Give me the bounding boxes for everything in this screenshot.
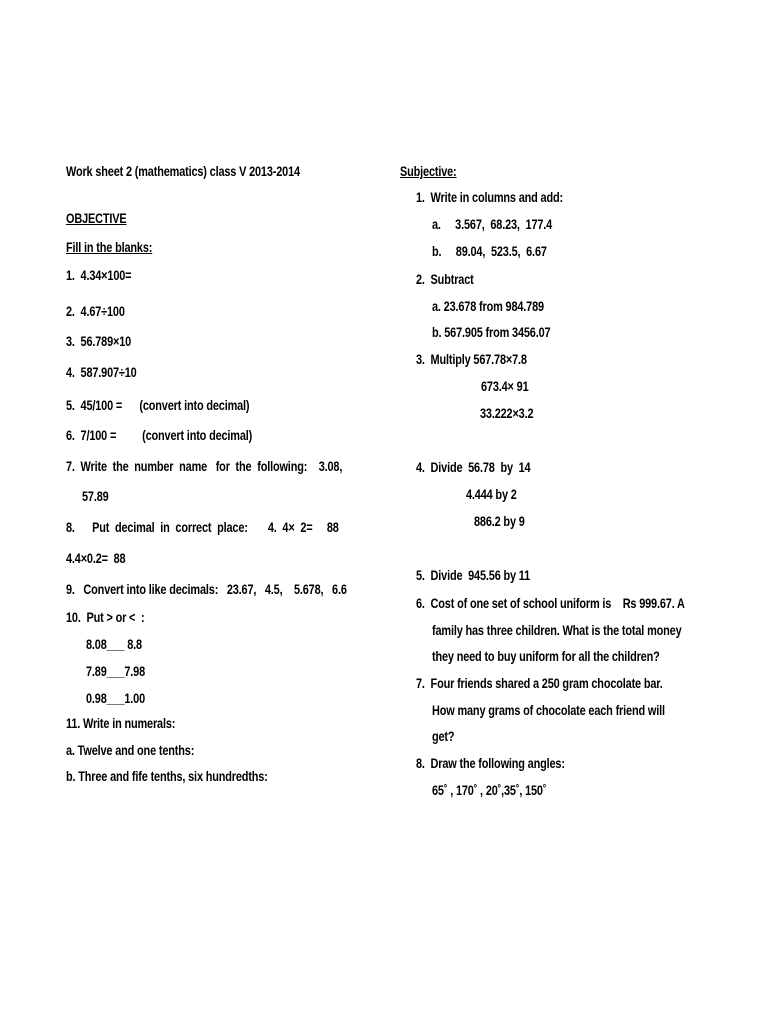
question-8-line-2: 4.4×0.2= 88	[66, 550, 126, 566]
subjective-5: 5. Divide 945.56 by 11	[416, 567, 531, 583]
question-10-a: 8.08___ 8.8	[86, 636, 142, 652]
subjective-6-line-3: they need to buy uniform for all the children?	[432, 648, 660, 664]
subjective-7-line-1: 7. Four friends shared a 250 gram chocolate bar.	[416, 675, 663, 691]
subjective-8-line-1: 8. Draw the following angles:	[416, 755, 565, 771]
question-10: 10. Put > or < :	[66, 609, 145, 625]
question-9: 9. Convert into like decimals: 23.67, 4.5, 5.678, 6.6	[66, 581, 347, 597]
question-7-line-2: 57.89	[82, 488, 109, 504]
question-8-line-1: 8. Put decimal in correct place: 4. 4× 2= 88	[66, 519, 339, 535]
subjective-1: 1. Write in columns and add:	[416, 189, 563, 205]
question-4: 4. 587.907÷10	[66, 364, 137, 380]
subjective-heading: Subjective:	[400, 163, 457, 179]
subjective-1-a: a. 3.567, 68.23, 177.4	[432, 216, 553, 232]
subjective-8-line-2: 65˚ , 170˚ , 20˚,35˚, 150˚	[432, 782, 547, 798]
question-7-line-1: 7. Write the number name for the following: 3.08,	[66, 458, 343, 474]
subjective-1-b: b. 89.04, 523.5, 6.67	[432, 243, 547, 259]
subjective-4: 4. Divide 56.78 by 14	[416, 459, 531, 475]
subjective-3: 3. Multiply 567.78×7.8	[416, 351, 527, 367]
subjective-2: 2. Subtract	[416, 271, 474, 287]
fill-blanks-heading: Fill in the blanks:	[66, 239, 153, 255]
subjective-2-b: b. 567.905 from 3456.07	[432, 324, 551, 340]
subjective-6-line-2: family has three children. What is the total money	[432, 622, 682, 638]
question-10-b: 7.89___7.98	[86, 663, 146, 679]
question-3: 3. 56.789×10	[66, 333, 132, 349]
question-11: 11. Write in numerals:	[66, 715, 176, 731]
question-5: 5. 45/100 = (convert into decimal)	[66, 397, 250, 413]
question-11-b: b. Three and fife tenths, six hundredths:	[66, 768, 268, 784]
worksheet-title: Work sheet 2 (mathematics) class V 2013-2014	[66, 163, 300, 179]
question-10-c: 0.98___1.00	[86, 690, 146, 706]
subjective-7-line-2: How many grams of chocolate each friend will	[432, 702, 665, 718]
question-6: 6. 7/100 = (convert into decimal)	[66, 427, 253, 443]
subjective-3-b: 673.4× 91	[481, 378, 529, 394]
objective-heading: OBJECTIVE	[66, 210, 127, 226]
subjective-7-line-3: get?	[432, 728, 455, 744]
question-1: 1. 4.34×100=	[66, 267, 132, 283]
subjective-3-c: 33.222×3.2	[480, 405, 534, 421]
question-11-a: a. Twelve and one tenths:	[66, 742, 195, 758]
subjective-6-line-1: 6. Cost of one set of school uniform is Rs 999.67. A	[416, 595, 685, 611]
question-2: 2. 4.67÷100	[66, 303, 125, 319]
subjective-4-c: 886.2 by 9	[474, 513, 525, 529]
subjective-2-a: a. 23.678 from 984.789	[432, 298, 544, 314]
subjective-4-b: 4.444 by 2	[466, 486, 517, 502]
